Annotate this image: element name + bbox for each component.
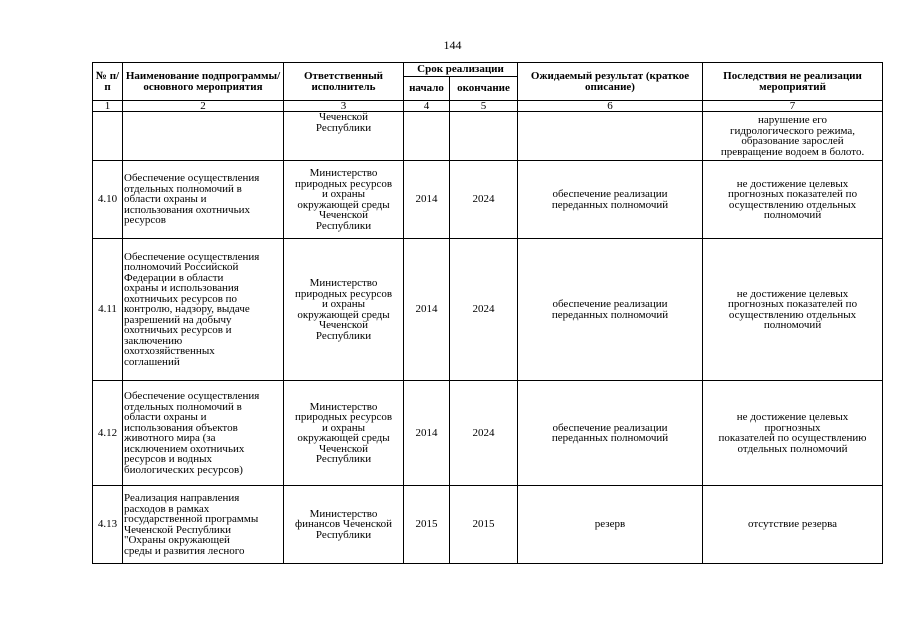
row-executor: Министерство финансов Чеченской Республики bbox=[284, 486, 404, 564]
row-name: Обеспечение осуществления отдельных полномочий в области охраны и использования объектов животного мира (за исключением охотничьих ресурсов и водных биологических ресурсов) bbox=[123, 381, 284, 486]
row-name bbox=[123, 112, 284, 161]
row-start: 2014 bbox=[404, 381, 450, 486]
col-number: 7 bbox=[703, 101, 883, 112]
row-start: 2014 bbox=[404, 239, 450, 381]
col-number: 5 bbox=[450, 101, 518, 112]
table-row bbox=[93, 161, 883, 239]
row-consequences: не достижение целевых прогнозных показателей по осуществлению отдельных полномочий bbox=[703, 381, 883, 486]
header-executor: Ответственный исполнитель bbox=[284, 63, 404, 101]
row-executor: Министерство природных ресурсов и охраны окружающей среды Чеченской Республики bbox=[284, 239, 404, 381]
row-executor: Министерство природных ресурсов и охраны окружающей среды Чеченской Республики bbox=[284, 381, 404, 486]
row-start bbox=[404, 112, 450, 161]
row-result: обеспечение реализации переданных полномочий bbox=[518, 239, 703, 381]
header-start: начало bbox=[404, 77, 450, 101]
row-result bbox=[518, 112, 703, 161]
row-result: резерв bbox=[518, 486, 703, 564]
row-name: Обеспечение осуществления полномочий Российской Федерации в области охраны и использования охотничьих ресурсов по контролю, надзору, выдаче разрешений на добычу охотничьих ресурсов и заключению охотхозяйственных соглашений bbox=[123, 239, 284, 381]
row-start: 2015 bbox=[404, 486, 450, 564]
row-consequences: нарушение его гидрологического режима, образование зарослей превращение водоем в болото. bbox=[703, 112, 883, 161]
header-consequences: Последствия не реализации мероприятий bbox=[703, 63, 883, 101]
row-consequences: не достижение целевых прогнозных показателей по осуществлению отдельных полномочий bbox=[703, 161, 883, 239]
row-consequences: отсутствие резерва bbox=[703, 486, 883, 564]
header-num: № п/п bbox=[93, 63, 123, 101]
row-name: Обеспечение осуществления отдельных полномочий в области охраны и использования охотничьих ресурсов bbox=[123, 161, 284, 239]
row-end: 2015 bbox=[450, 486, 518, 564]
column-numbers-row bbox=[93, 101, 883, 112]
row-result: обеспечение реализации переданных полномочий bbox=[518, 161, 703, 239]
table-row bbox=[93, 381, 883, 486]
col-number: 3 bbox=[284, 101, 404, 112]
col-number: 1 bbox=[93, 101, 123, 112]
col-number: 2 bbox=[123, 101, 284, 112]
table-row bbox=[93, 486, 883, 564]
row-result: обеспечение реализации переданных полномочий bbox=[518, 381, 703, 486]
row-executor: Министерство природных ресурсов и охраны окружающей среды Чеченской Республики bbox=[284, 161, 404, 239]
row-end bbox=[450, 112, 518, 161]
row-num: 4.10 bbox=[93, 161, 123, 239]
col-number: 4 bbox=[404, 101, 450, 112]
row-end: 2024 bbox=[450, 381, 518, 486]
program-table bbox=[92, 62, 883, 564]
table-row bbox=[93, 239, 883, 381]
page-number: 144 bbox=[443, 38, 462, 52]
row-consequences: не достижение целевых прогнозных показателей по осуществлению отдельных полномочий bbox=[703, 239, 883, 381]
row-name: Реализация направления расходов в рамках государственной программы Чеченской Республики "Охраны окружающей среды и развития лесного bbox=[123, 486, 284, 564]
col-number: 6 bbox=[518, 101, 703, 112]
row-end: 2024 bbox=[450, 161, 518, 239]
table-row bbox=[93, 112, 883, 161]
row-start: 2014 bbox=[404, 161, 450, 239]
header-period: Срок реализации bbox=[404, 63, 518, 77]
row-num: 4.13 bbox=[93, 486, 123, 564]
row-num: 4.12 bbox=[93, 381, 123, 486]
row-end: 2024 bbox=[450, 239, 518, 381]
row-executor: Чеченской Республики bbox=[284, 112, 404, 161]
row-num bbox=[93, 112, 123, 161]
header-result: Ожидаемый результат (краткое описание) bbox=[518, 63, 703, 101]
header-end: окончание bbox=[450, 77, 518, 101]
row-num: 4.11 bbox=[93, 239, 123, 381]
header-name: Наименование подпрограммы/ основного мероприятия bbox=[123, 63, 284, 101]
